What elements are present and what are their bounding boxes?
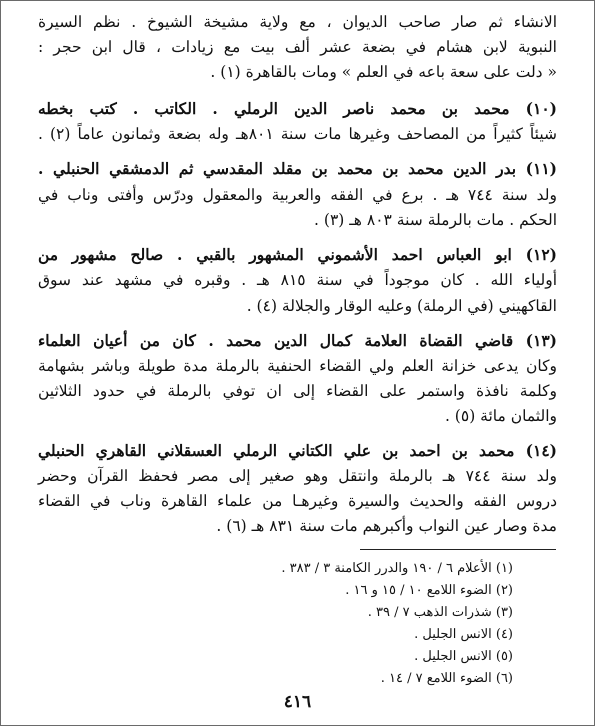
footnote: (٦) الضوء اللامع ٧ / ١٤ .	[380, 671, 513, 686]
entry-heading-14: (١٤) محمد بن احمد بن علي الكتاني الرملي العسقلاني القاهري الحنبلي	[38, 441, 557, 460]
text-line: ولد سنة ٧٤٤ هـ بالرملة وانتقل وهو صغير إلى مصر فحفظ القرآن وحضر	[38, 467, 557, 485]
text-line: وكلمة نافذة واستمر على القضاء إلى ان توفي بالرملة في حدود الثلاثين	[38, 382, 557, 400]
footnote: (٣) شذرات الذهب ٧ / ٣٩ .	[367, 605, 513, 620]
text-line: « دلت على سعة باعه في العلم » ومات بالقاهرة (١) .	[210, 63, 557, 81]
footnote-separator	[360, 549, 556, 550]
footnote: (٥) الانس الجليل .	[414, 649, 513, 664]
text-line: ولد سنة ٧٤٤ هـ . برع في الفقه والعربية والمعقول ودرّس وأفتى وناب في	[38, 186, 557, 204]
text-line: النبوية لابن هشام في بضعة عشر ألف بيت مع زيادات ، قال ابن حجر :	[38, 38, 557, 56]
entry-heading-11: (١١) بدر الدين محمد بن محمد بن مقلد المقدسي ثم الدمشقي الحنبلي .	[38, 159, 557, 178]
text-line: الانشاء ثم صار صاحب الديوان ، مع ولاية مشيخة الشيوخ . نظم السيرة	[38, 13, 557, 31]
text-line: القاكهيني (في الرملة) وعليه الوقار والجلالة (٤) .	[246, 297, 557, 315]
text-line: أولياء الله . كان موجوداً في سنة ٨١٥ هـ . وقبره في مشهد عند سوق	[38, 271, 558, 289]
page-number: ٤١٦	[283, 692, 312, 712]
entry-heading-12: (١٢) ابو العباس احمد الأشموني المشهور بالقبي . صالح مشهور من	[38, 245, 557, 264]
text-line: وكان يدعى خزانة العلم ولي القضاء الحنفية بالرملة مدة طويلة وباشر بشهامة	[38, 357, 558, 375]
text-line: مدة وصار عين النواب وأكبرهم مات سنة ٨٣١ هـ (٦) .	[216, 517, 557, 535]
entry-heading-10: (١٠) محمد بن محمد ناصر الدين الرملي . الكاتب . كتب بخطه	[38, 99, 557, 118]
text-line: شيئاً كثيراً من المصاحف وغيرها مات سنة ٨٠١هـ وله بضعة وثمانون عاماً (٢) .	[38, 125, 557, 143]
footnote: (١) الأعلام ٦ / ١٩٠ والدرر الكامنة ٣ / ٣٨٣ .	[281, 561, 513, 576]
entry-heading-13: (١٣) قاضي القضاة العلامة كمال الدين محمد . كان من أعيان العلماء	[38, 331, 557, 350]
footnote: (٤) الانس الجليل .	[414, 627, 513, 642]
text-line: دروس الفقه والحديث والسيرة وغيرهـا من علماء القاهرة وناب في القضاء	[38, 492, 557, 510]
text-line: الحكم . مات بالرملة سنة ٨٠٣ هـ (٣) .	[314, 211, 557, 229]
footnote: (٢) الضوء اللامع ١٠ / ١٥ و ١٦ .	[345, 583, 513, 598]
text-line: والثمان مائة (٥) .	[444, 407, 557, 425]
